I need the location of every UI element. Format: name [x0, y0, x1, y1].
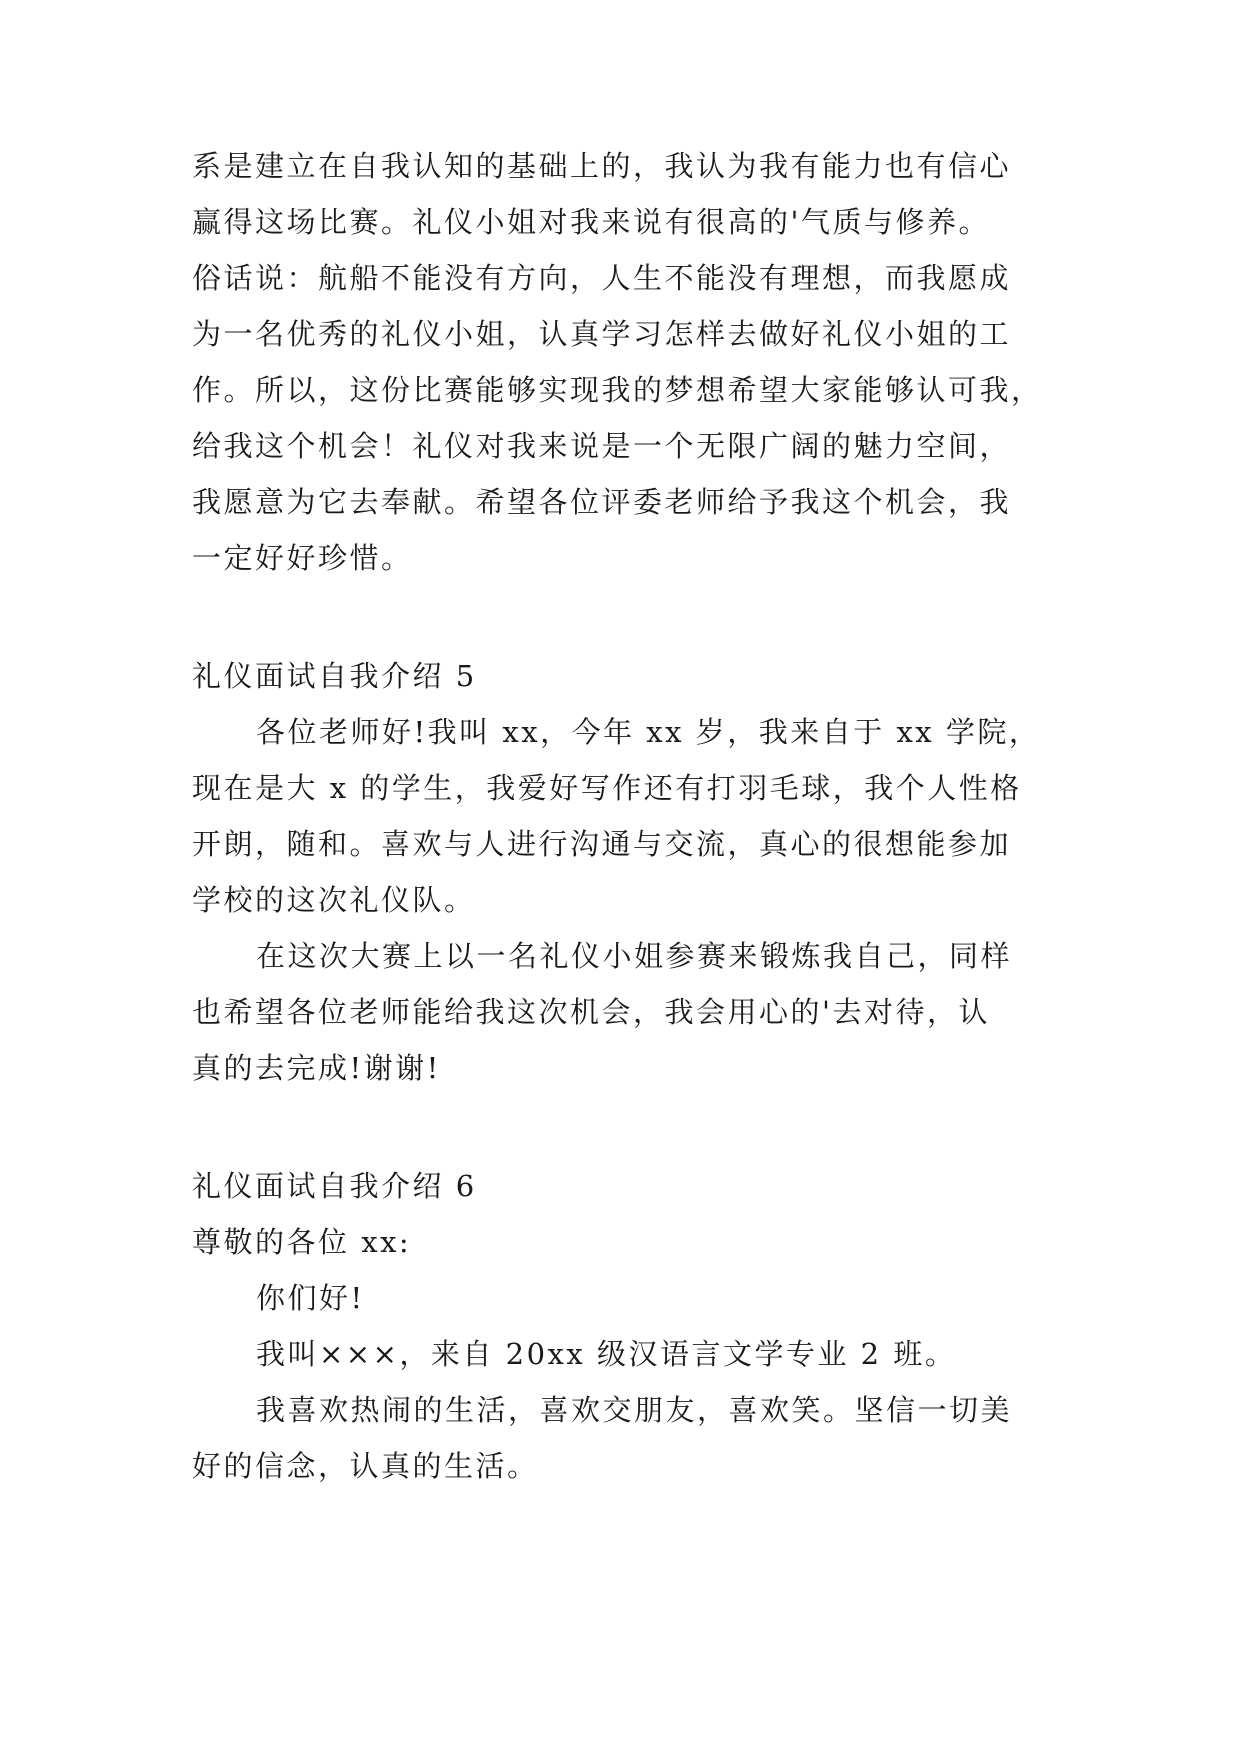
paragraph-line: 各位老师好!我叫 xx，今年 xx 岁，我来自于 xx 学院， [256, 715, 1041, 749]
paragraph-line: 在这次大赛上以一名礼仪小姐参赛来锻炼我自己，同样 [256, 939, 1013, 973]
paragraph-line: 系是建立在自我认知的基础上的，我认为我有能力也有信心 [192, 149, 1012, 183]
salutation-line: 尊敬的各位 xx: [192, 1225, 412, 1259]
paragraph-line: 俗话说：航船不能没有方向，人生不能没有理想，而我愿成 [192, 261, 1012, 295]
paragraph-line: 我喜欢热闹的生活，喜欢交朋友，喜欢笑。坚信一切美 [256, 1393, 1013, 1427]
paragraph-line: 学校的这次礼仪队。 [192, 883, 476, 917]
paragraph-line: 真的去完成!谢谢! [192, 1051, 441, 1085]
paragraph-line: 我愿意为它去奉献。希望各位评委老师给予我这个机会，我 [192, 485, 1012, 519]
paragraph-line: 开朗，随和。喜欢与人进行沟通与交流，真心的很想能参加 [192, 827, 1012, 861]
paragraph-line: 为一名优秀的礼仪小姐，认真学习怎样去做好礼仪小姐的工 [192, 317, 1012, 351]
paragraph-line: 作。所以，这份比赛能够实现我的梦想希望大家能够认可我， [192, 373, 1043, 407]
paragraph-line: 好的信念，认真的生活。 [192, 1449, 539, 1483]
section-heading: 礼仪面试自我介绍 6 [192, 1169, 477, 1203]
section-heading: 礼仪面试自我介绍 5 [192, 659, 477, 693]
paragraph-line: 我叫×××，来自 20xx 级汉语言文学专业 2 班。 [256, 1337, 957, 1371]
paragraph-line: 赢得这场比赛。礼仪小姐对我来说有很高的'气质与修养。 [192, 205, 990, 239]
paragraph-line: 也希望各位老师能给我这次机会，我会用心的'去对待，认 [192, 995, 990, 1029]
paragraph-line: 给我这个机会！礼仪对我来说是一个无限广阔的魅力空间， [192, 429, 1012, 463]
paragraph-line: 现在是大 x 的学生，我爱好写作还有打羽毛球，我个人性格 [192, 771, 1022, 805]
paragraph-line: 你们好! [256, 1281, 365, 1315]
paragraph-line: 一定好好珍惜。 [192, 541, 413, 575]
